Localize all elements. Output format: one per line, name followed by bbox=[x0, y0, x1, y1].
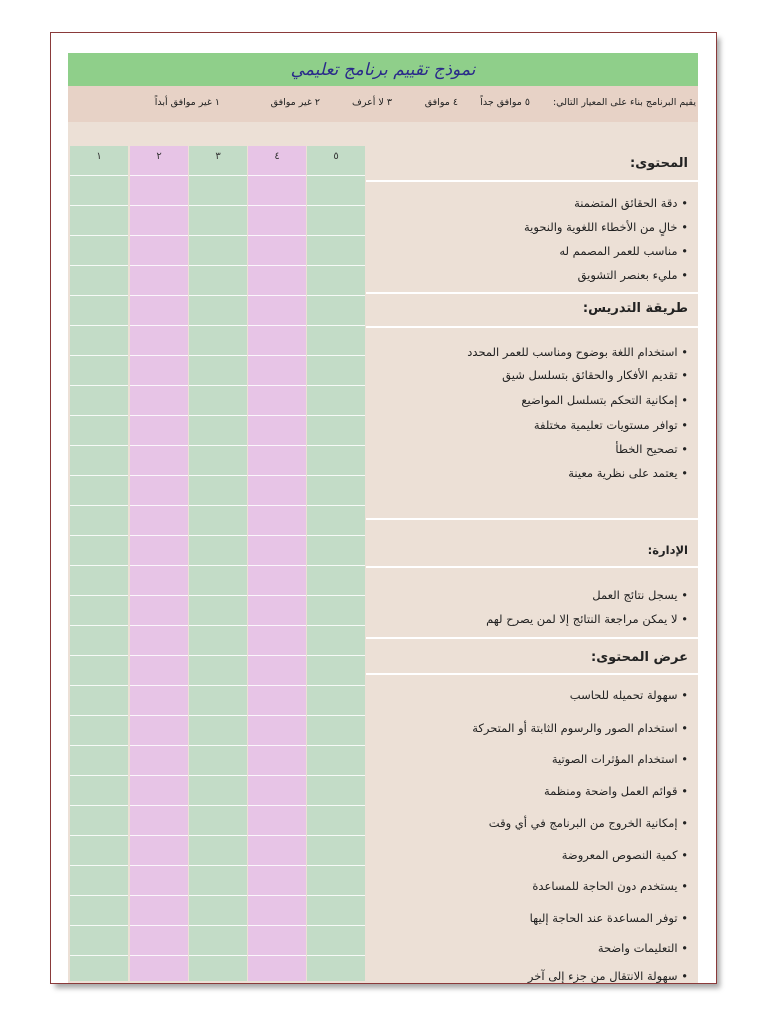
scale-level-1: ١ غير موافق أبداً bbox=[154, 97, 220, 108]
criteria-item: • يستخدم دون الحاجة للمساعدة bbox=[532, 879, 688, 893]
rating-column-5[interactable] bbox=[307, 146, 365, 981]
column-number: ١ bbox=[96, 151, 102, 162]
rating-grid bbox=[70, 146, 366, 981]
column-number: ٣ bbox=[215, 151, 221, 162]
scale-level-3: ٣ لا أعرف bbox=[352, 97, 392, 108]
section-title-presentation: عرض المحتوى: bbox=[591, 650, 688, 665]
criteria-item: • استخدام اللغة بوضوح ومناسب للعمر المحدد bbox=[467, 345, 688, 359]
divider bbox=[366, 637, 698, 639]
column-number: ٢ bbox=[156, 151, 162, 162]
divider bbox=[366, 326, 698, 328]
divider bbox=[366, 180, 698, 182]
column-number: ٤ bbox=[274, 151, 280, 162]
divider bbox=[366, 673, 698, 675]
criteria-item: • قوائم العمل واضحة ومنظمة bbox=[543, 784, 688, 798]
criteria-item: • إمكانية التحكم بتسلسل المواضيع bbox=[521, 393, 688, 407]
divider bbox=[366, 566, 698, 568]
form-title-bar bbox=[68, 53, 698, 86]
criteria-item: • استخدام الصور والرسوم الثابتة أو المتحركة bbox=[472, 721, 688, 735]
form-title: نموذج تقييم برنامج تعليمي bbox=[290, 59, 476, 80]
criteria-item: • يسجل نتائج العمل bbox=[592, 588, 688, 602]
page-frame bbox=[51, 33, 716, 983]
rating-scale-row bbox=[68, 86, 698, 122]
scale-intro: يقيم البرنامج بناء على المعيار التالي: bbox=[552, 97, 696, 108]
section-title-content: المحتوى: bbox=[630, 156, 688, 171]
criteria-item: • كمية النصوص المعروضة bbox=[561, 848, 688, 862]
evaluation-form bbox=[68, 53, 698, 983]
criteria-item: • يعتمد على نظرية معينة bbox=[568, 466, 688, 480]
criteria-item: • استخدام المؤثرات الصوتية bbox=[551, 752, 688, 766]
criteria-item: • تقديم الأفكار والحقائق بتسلسل شيق bbox=[502, 368, 688, 382]
divider bbox=[366, 292, 698, 294]
criteria-item: • سهولة تحميله للحاسب bbox=[569, 688, 688, 702]
rating-column-3[interactable] bbox=[189, 146, 247, 981]
criteria-item: • سهولة الانتقال من جزء إلى آخر bbox=[527, 969, 688, 983]
criteria-list bbox=[366, 146, 698, 981]
scale-level-5: ٥ موافق جداً bbox=[480, 97, 530, 108]
criteria-item: • تصحيح الخطأ bbox=[615, 442, 688, 456]
criteria-item: • خالٍ من الأخطاء اللغوية والنحوية bbox=[524, 220, 688, 234]
section-title-teaching: طريقة التدريس: bbox=[582, 301, 688, 316]
section-title-management: الإدارة: bbox=[647, 543, 688, 557]
criteria-item: • مناسب للعمر المصمم له bbox=[559, 244, 688, 258]
rating-column-4[interactable] bbox=[248, 146, 306, 981]
criteria-item: • لا يمكن مراجعة النتائج إلا لمن يصرح لهم bbox=[486, 612, 688, 626]
criteria-item: • إمكانية الخروج من البرنامج في أي وقت bbox=[488, 816, 688, 830]
rating-column-2[interactable] bbox=[130, 146, 188, 981]
scale-level-4: ٤ موافق bbox=[424, 97, 458, 108]
column-number: ٥ bbox=[333, 151, 339, 162]
criteria-item: • توفر المساعدة عند الحاجة إليها bbox=[529, 911, 688, 925]
divider bbox=[366, 518, 698, 520]
criteria-item: • مليء بعنصر التشويق bbox=[577, 268, 688, 282]
scale-level-2: ٢ غير موافق bbox=[270, 97, 320, 108]
criteria-item: • التعليمات واضحة bbox=[597, 941, 688, 955]
criteria-item: • توافر مستويات تعليمية مختلفة bbox=[533, 418, 688, 432]
rating-column-1[interactable] bbox=[70, 146, 128, 981]
criteria-item: • دقة الحقائق المتضمنة bbox=[574, 196, 688, 210]
